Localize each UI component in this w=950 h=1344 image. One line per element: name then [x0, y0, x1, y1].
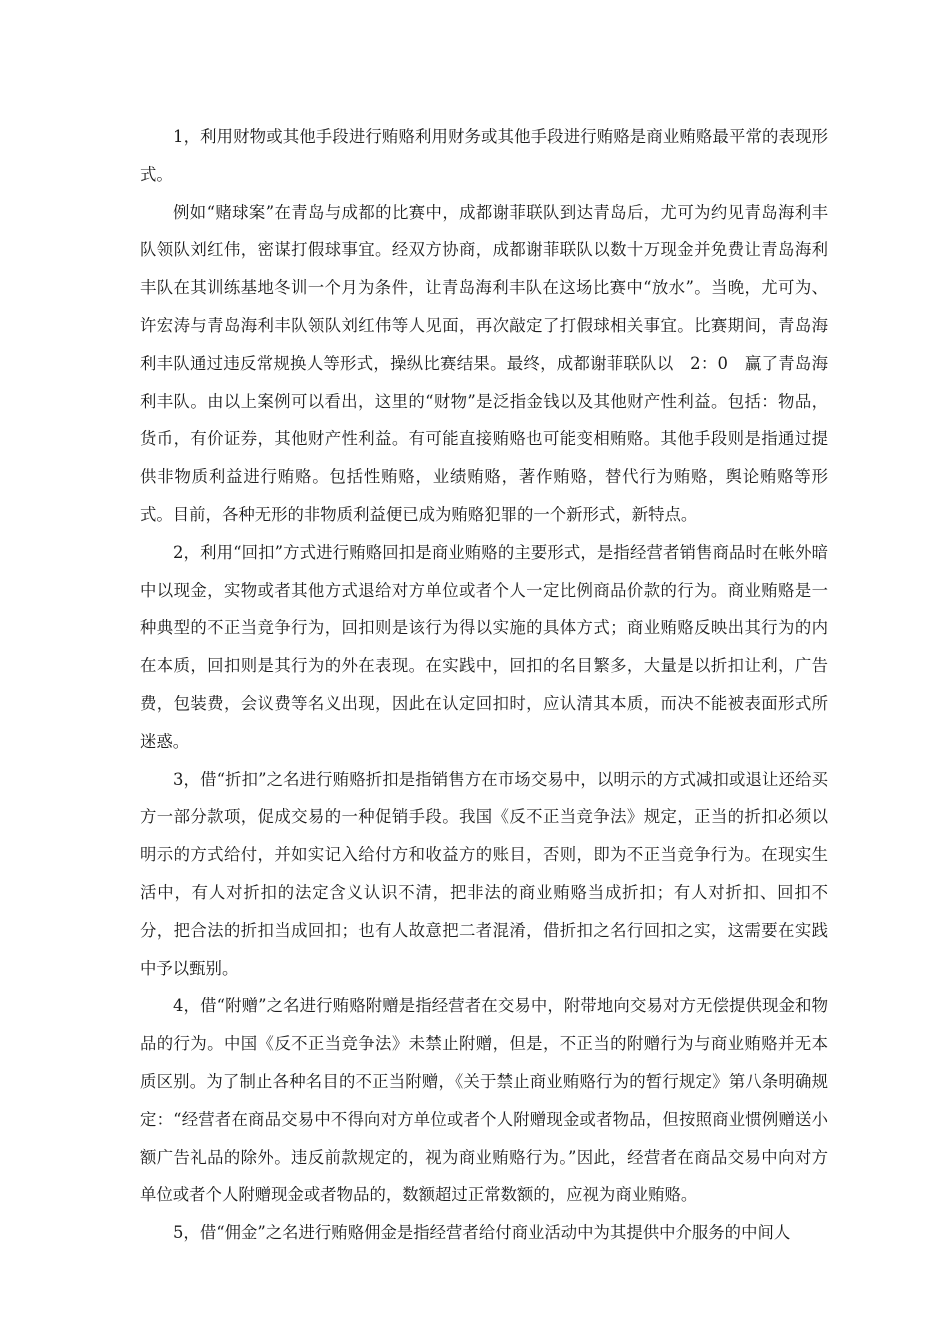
paragraph-2: 例如“赌球案”在青岛与成都的比赛中，成都谢菲联队到达青岛后，尤可为约见青岛海利丰队领队刘红伟，密谋打假球事宜。经双方协商，成都谢菲联队以数十万现金并免费让青岛海利丰队在其训练基地冬训一个月为条件，让青岛海利丰队在这场比赛中“放水”。当晚，尤可为、许宏涛与青岛海利丰队领队刘红伟等人见面，再次敲定了打假球相关事宜。比赛期间，青岛海利丰队通过违反常规换人等形式，操纵比赛结果。最终，成都谢菲联队以 2：0 赢了青岛海利丰队。由以上案例可以看出，这里的“财物”是泛指金钱以及其他财产性利益。包括：物品，货币，有价证券，其他财产性利益。有可能直接贿赂也可能变相贿赂。其他手段则是指通过提供非物质利益进行贿赂。包括性贿赂，业绩贿赂，著作贿赂，替代行为贿赂，舆论贿赂等形式。目前，各种无形的非物质利益便已成为贿赂犯罪的一个新形式，新特点。 [140, 202, 828, 524]
paragraph-3: 2，利用“回扣”方式进行贿赂回扣是商业贿赂的主要形式，是指经营者销售商品时在帐外暗中以现金，实物或者其他方式退给对方单位或者个人一定比例商品价款的行为。商业贿赂是一种典型的不正当竞争行为，回扣则是该行为得以实施的具体方式；商业贿赂反映出其行为的内在本质，回扣则是其行为的外在表现。在实践中，回扣的名目繁多，大量是以折扣让利，广告费，包装费，会议费等名义出现，因此在认定回扣时，应认清其本质，而决不能被表面形式所迷惑。 [140, 542, 828, 751]
paragraph-4: 3，借“折扣”之名进行贿赂折扣是指销售方在市场交易中，以明示的方式减扣或退让还给买方一部分款项，促成交易的一种促销手段。我国《反不正当竞争法》规定，正当的折扣必须以明示的方式给付，并如实记入给付方和收益方的账目，否则，即为不正当竞争行为。在现实生活中，有人对折扣的法定含义认识不清，把非法的商业贿赂当成折扣；有人对折扣、回扣不分，把合法的折扣当成回扣；也有人故意把二者混淆，借折扣之名行回扣之实，这需要在实践中予以甄别。 [140, 769, 828, 978]
paragraph-6: 5，借“佣金”之名进行贿赂佣金是指经营者给付商业活动中为其提供中介服务的中间人 [173, 1223, 791, 1243]
paragraph-1: 1，利用财物或其他手段进行贿赂利用财务或其他手段进行贿赂是商业贿赂最平常的表现形式。 [140, 127, 828, 184]
document-body [140, 118, 828, 1252]
paragraph-5: 4，借“附赠”之名进行贿赂附赠是指经营者在交易中，附带地向交易对方无偿提供现金和物品的行为。中国《反不正当竞争法》未禁止附赠，但是，不正当的附赠行为与商业贿赂并无本质区别。为了制止各种名目的不正当附赠，《关于禁止商业贿赂行为的暂行规定》第八条明确规定：“经营者在商品交易中不得向对方单位或者个人附赠现金或者物品，但按照商业惯例赠送小额广告礼品的除外。违反前款规定的，视为商业贿赂行为。”因此，经营者在商品交易中向对方单位或者个人附赠现金或者物品的，数额超过正常数额的，应视为商业贿赂。 [140, 996, 828, 1205]
